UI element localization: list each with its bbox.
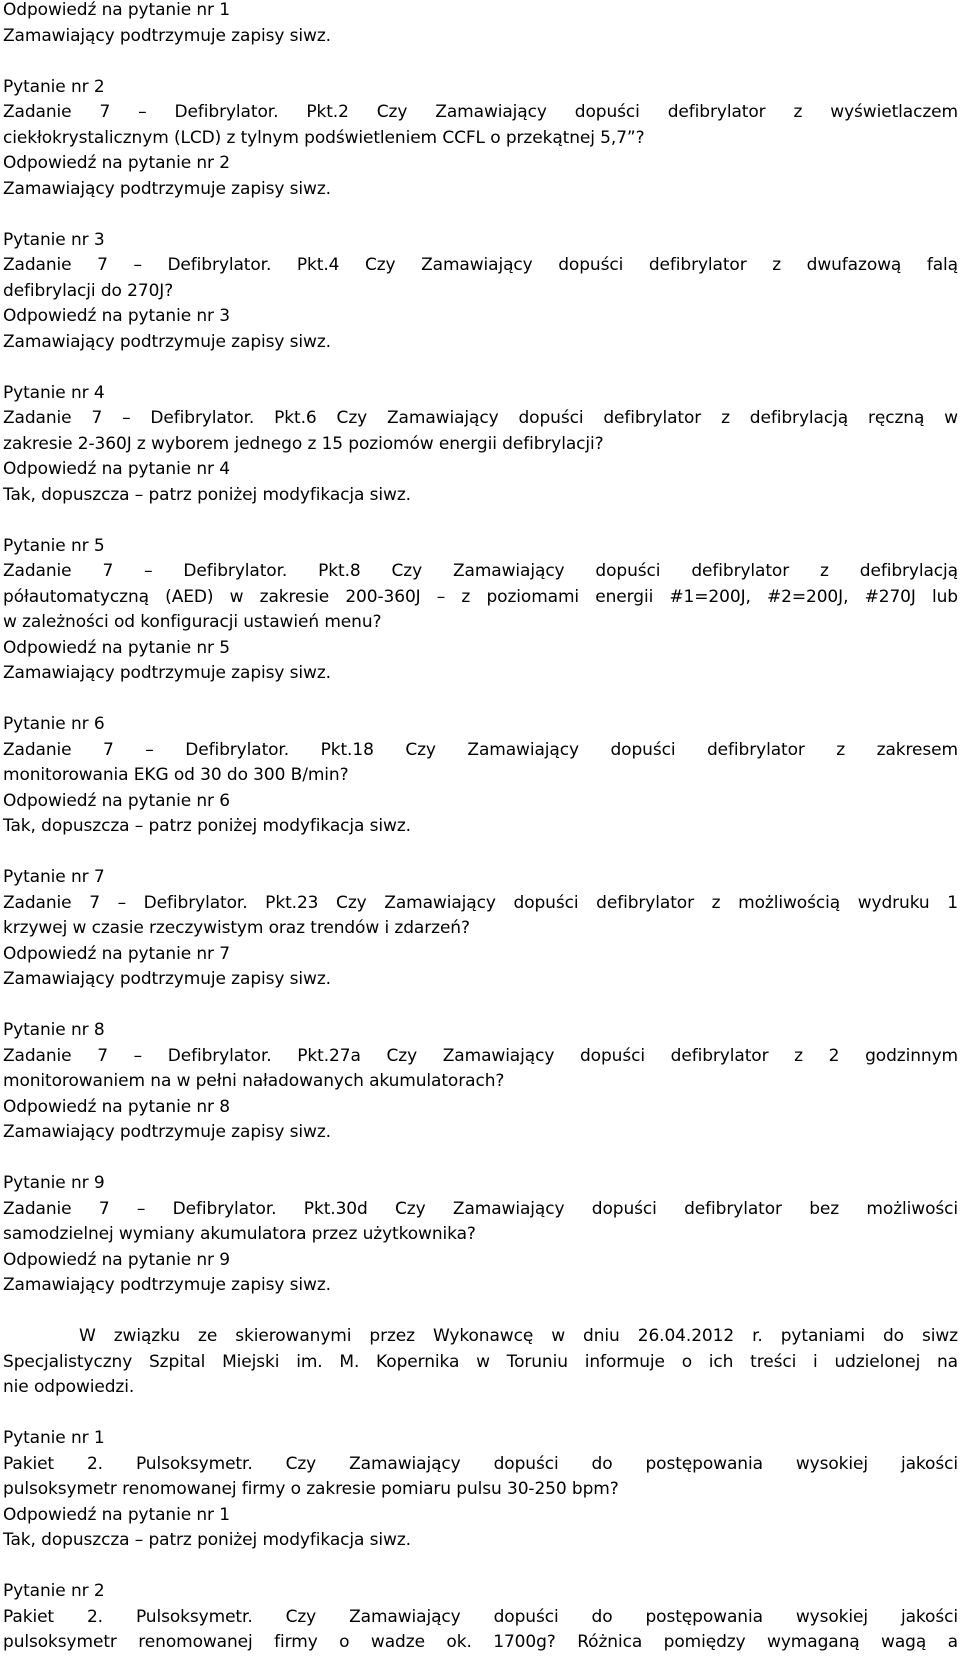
text-line: samodzielnej wymiany akumulatora przez użytkownika? xyxy=(3,1224,476,1244)
paragraph-spacer xyxy=(3,202,958,228)
text-line: krzywej w czasie rzeczywistym oraz trendów i zdarzeń? xyxy=(3,918,470,938)
text-line: Zamawiający podtrzymuje zapisy siwz. xyxy=(3,969,331,989)
text-line: Pytanie nr 2 xyxy=(3,1581,105,1601)
text-line: Pytanie nr 4 xyxy=(3,382,105,403)
text-line: Pytanie nr 2 xyxy=(3,76,105,97)
text-line: Zamawiający podtrzymuje zapisy siwz. xyxy=(3,1122,331,1142)
text-line: pulsoksymetr renomowanej firmy o wadze ok. 1700g? Różnica pomiędzy wymaganą wagą a xyxy=(3,1632,958,1652)
text-line: Specjalistyczny Szpital Miejski im. M. Kopernika w Toruniu informuje o ich treści i udzielonej na xyxy=(3,1351,958,1372)
text-line: Zamawiający podtrzymuje zapisy siwz. xyxy=(3,25,331,46)
text-line: W związku ze skierowanymi przez Wykonawcę w dniu 26.04.2012 r. pytaniami do siwz xyxy=(79,1326,958,1346)
text-line: w zależności od konfiguracji ustawień menu? xyxy=(3,612,382,632)
text-line: Pytanie nr 1 xyxy=(3,1428,105,1448)
text-line: Zadanie 7 – Defibrylator. Pkt.6 Czy Zamawiający dopuści defibrylator z defibrylacją ręczną w xyxy=(3,408,958,428)
text-line: Zadanie 7 – Defibrylator. Pkt.4 Czy Zamawiający dopuści defibrylator z dwufazową falą xyxy=(3,255,958,275)
text-line: Zamawiający podtrzymuje zapisy siwz. xyxy=(3,663,331,683)
text-line: półautomatyczną (AED) w zakresie 200-360J – z poziomami energii #1=200J, #2=200J, #270J lub xyxy=(3,586,958,607)
text-line: Zadanie 7 – Defibrylator. Pkt.27a Czy Zamawiający dopuści defibrylator z 2 godzinnym xyxy=(3,1045,958,1066)
text-line: Tak, dopuszcza – patrz poniżej modyfikacja siwz. xyxy=(3,816,411,836)
paragraph-spacer xyxy=(3,49,958,75)
paragraph-spacer xyxy=(3,1401,958,1427)
text-line: Zadanie 7 – Defibrylator. Pkt.8 Czy Zamawiający dopuści defibrylator z defibrylacją xyxy=(3,561,958,581)
document-page xyxy=(3,0,958,1656)
paragraph-spacer xyxy=(3,508,958,534)
text-line: ciekłokrystalicznym (LCD) z tylnym podświetleniem CCFL o przekątnej 5,7”? xyxy=(3,127,645,148)
text-line: Zamawiający podtrzymuje zapisy siwz. xyxy=(3,178,331,199)
text-line: Tak, dopuszcza – patrz poniżej modyfikacja siwz. xyxy=(3,1530,411,1550)
text-line: monitorowaniem na w pełni naładowanych akumulatorach? xyxy=(3,1071,505,1091)
paragraph-spacer xyxy=(3,1146,958,1172)
text-line: Odpowiedź na pytanie nr 4 xyxy=(3,459,230,479)
text-line: pulsoksymetr renomowanej firmy o zakresie pomiaru pulsu 30-250 bpm? xyxy=(3,1479,619,1499)
paragraph-spacer xyxy=(3,840,958,866)
text-line: nie odpowiedzi. xyxy=(3,1377,135,1397)
text-line: Zamawiający podtrzymuje zapisy siwz. xyxy=(3,1275,331,1295)
paragraph-spacer xyxy=(3,993,958,1019)
paragraph-spacer xyxy=(3,1299,958,1325)
text-line: Odpowiedź na pytanie nr 9 xyxy=(3,1249,230,1270)
text-line: Pakiet 2. Pulsoksymetr. Czy Zamawiający dopuści do postępowania wysokiej jakości xyxy=(3,1606,958,1627)
text-line: Pytanie nr 3 xyxy=(3,229,105,250)
text-line: monitorowania EKG od 30 do 300 B/min? xyxy=(3,765,349,785)
text-line: Pakiet 2. Pulsoksymetr. Czy Zamawiający dopuści do postępowania wysokiej jakości xyxy=(3,1453,958,1474)
text-line: Odpowiedź na pytanie nr 3 xyxy=(3,306,230,326)
text-line: Zadanie 7 – Defibrylator. Pkt.18 Czy Zamawiający dopuści defibrylator z zakresem xyxy=(3,739,958,760)
text-line: Odpowiedź na pytanie nr 5 xyxy=(3,637,230,658)
paragraph-spacer xyxy=(3,1554,958,1580)
text-line: Tak, dopuszcza – patrz poniżej modyfikacja siwz. xyxy=(3,484,411,505)
paragraph-spacer xyxy=(3,687,958,713)
text-line: Odpowiedź na pytanie nr 1 xyxy=(3,0,230,20)
text-line: Pytanie nr 6 xyxy=(3,714,105,734)
text-line: Pytanie nr 7 xyxy=(3,867,105,887)
text-line: Odpowiedź na pytanie nr 2 xyxy=(3,153,230,173)
text-line: Zamawiający podtrzymuje zapisy siwz. xyxy=(3,331,331,352)
text-line: Zadanie 7 – Defibrylator. Pkt.2 Czy Zamawiający dopuści defibrylator z wyświetlaczem xyxy=(3,102,958,122)
text-line: Zadanie 7 – Defibrylator. Pkt.23 Czy Zamawiający dopuści defibrylator z możliwością wydruku 1 xyxy=(3,892,958,913)
text-line: Odpowiedź na pytanie nr 1 xyxy=(3,1504,230,1525)
text-line: zakresie 2-360J z wyborem jednego z 15 poziomów energii defibrylacji? xyxy=(3,433,604,454)
text-line: Zadanie 7 – Defibrylator. Pkt.30d Czy Zamawiający dopuści defibrylator bez możliwości xyxy=(3,1198,958,1219)
text-line: Odpowiedź na pytanie nr 8 xyxy=(3,1096,230,1117)
text-line: Odpowiedź na pytanie nr 6 xyxy=(3,790,230,811)
paragraph-spacer xyxy=(3,355,958,381)
text-line: Pytanie nr 5 xyxy=(3,535,105,556)
text-line: Odpowiedź na pytanie nr 7 xyxy=(3,943,230,964)
text-line: Pytanie nr 8 xyxy=(3,1020,105,1040)
text-line: Pytanie nr 9 xyxy=(3,1173,105,1193)
text-line: defibrylacji do 270J? xyxy=(3,280,174,301)
